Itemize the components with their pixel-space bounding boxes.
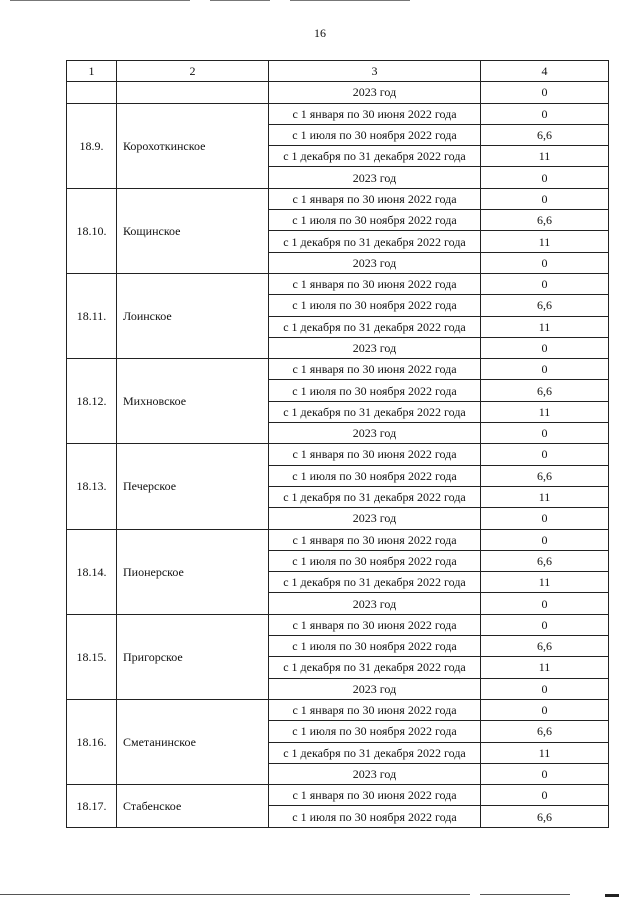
value-cell: 11: [481, 572, 609, 593]
period-cell: с 1 января по 30 июня 2022 года: [269, 529, 481, 550]
value-cell: 11: [481, 486, 609, 507]
page-number: 16: [314, 26, 326, 40]
header-cell: 4: [481, 61, 609, 82]
value-cell: 0: [481, 252, 609, 273]
period-cell: 2023 год: [269, 678, 481, 699]
row-number-cell: 18.9.: [67, 103, 117, 188]
value-cell: 6,6: [481, 295, 609, 316]
period-cell: с 1 декабря по 31 декабря 2022 года: [269, 572, 481, 593]
table-row: [67, 785, 609, 806]
value-cell: 0: [481, 678, 609, 699]
row-number-cell: 18.17.: [67, 785, 117, 828]
row-number-cell: 18.14.: [67, 529, 117, 614]
period-cell: с 1 января по 30 июня 2022 года: [269, 273, 481, 294]
value-cell: 0: [481, 359, 609, 380]
value-cell: 0: [481, 529, 609, 550]
period-cell: с 1 июля по 30 ноября 2022 года: [269, 550, 481, 571]
period-cell: 2023 год: [269, 82, 481, 103]
value-cell: 6,6: [481, 721, 609, 742]
settlement-name-cell: Пионерское: [117, 529, 269, 614]
settlement-name-cell: Лоинское: [117, 273, 269, 358]
value-cell: 0: [481, 593, 609, 614]
empty-cell: [117, 82, 269, 103]
value-cell: 11: [481, 742, 609, 763]
settlement-name-cell: Корохоткинское: [117, 103, 269, 188]
period-cell: с 1 декабря по 31 декабря 2022 года: [269, 401, 481, 422]
table-body: [67, 61, 609, 828]
period-cell: с 1 июля по 30 ноября 2022 года: [269, 210, 481, 231]
scan-edge-top: [0, 0, 640, 2]
value-cell: 11: [481, 657, 609, 678]
settlement-name-cell: Стабенское: [117, 785, 269, 828]
period-cell: с 1 января по 30 июня 2022 года: [269, 699, 481, 720]
value-cell: 0: [481, 614, 609, 635]
period-cell: с 1 декабря по 31 декабря 2022 года: [269, 146, 481, 167]
settlement-name-cell: Кощинское: [117, 188, 269, 273]
table-row: [67, 273, 609, 294]
settlement-name-cell: Печерское: [117, 444, 269, 529]
table-header-row: [67, 61, 609, 82]
value-cell: 6,6: [481, 124, 609, 145]
header-cell: 2: [117, 61, 269, 82]
settlement-name-cell: Михновское: [117, 359, 269, 444]
row-number-cell: 18.11.: [67, 273, 117, 358]
period-cell: с 1 декабря по 31 декабря 2022 года: [269, 316, 481, 337]
period-cell: с 1 декабря по 31 декабря 2022 года: [269, 657, 481, 678]
value-cell: 0: [481, 103, 609, 124]
period-cell: с 1 декабря по 31 декабря 2022 года: [269, 486, 481, 507]
table-row: [67, 82, 609, 103]
value-cell: 11: [481, 231, 609, 252]
period-cell: с 1 декабря по 31 декабря 2022 года: [269, 742, 481, 763]
period-cell: 2023 год: [269, 252, 481, 273]
period-cell: 2023 год: [269, 508, 481, 529]
table-row: [67, 444, 609, 465]
settlement-name-cell: Пригорское: [117, 614, 269, 699]
table-row: [67, 188, 609, 209]
value-cell: 0: [481, 82, 609, 103]
value-cell: 11: [481, 316, 609, 337]
period-cell: с 1 января по 30 июня 2022 года: [269, 614, 481, 635]
value-cell: 11: [481, 401, 609, 422]
value-cell: 6,6: [481, 210, 609, 231]
value-cell: 0: [481, 763, 609, 784]
scan-edge-bottom: [0, 894, 640, 897]
value-cell: 0: [481, 699, 609, 720]
period-cell: с 1 июля по 30 ноября 2022 года: [269, 124, 481, 145]
value-cell: 6,6: [481, 380, 609, 401]
value-cell: 0: [481, 508, 609, 529]
row-number-cell: 18.10.: [67, 188, 117, 273]
period-cell: с 1 июля по 30 ноября 2022 года: [269, 380, 481, 401]
value-cell: 0: [481, 444, 609, 465]
tariff-table: [66, 60, 609, 828]
period-cell: с 1 января по 30 июня 2022 года: [269, 444, 481, 465]
row-number-cell: 18.13.: [67, 444, 117, 529]
value-cell: 0: [481, 167, 609, 188]
value-cell: 6,6: [481, 636, 609, 657]
period-cell: 2023 год: [269, 593, 481, 614]
period-cell: 2023 год: [269, 423, 481, 444]
table-row: [67, 614, 609, 635]
row-number-cell: 18.16.: [67, 699, 117, 784]
value-cell: 0: [481, 188, 609, 209]
period-cell: с 1 июля по 30 ноября 2022 года: [269, 295, 481, 316]
period-cell: с 1 декабря по 31 декабря 2022 года: [269, 231, 481, 252]
value-cell: 11: [481, 146, 609, 167]
table-row: [67, 699, 609, 720]
period-cell: с 1 января по 30 июня 2022 года: [269, 188, 481, 209]
row-number-cell: 18.15.: [67, 614, 117, 699]
value-cell: 0: [481, 423, 609, 444]
period-cell: 2023 год: [269, 167, 481, 188]
period-cell: с 1 января по 30 июня 2022 года: [269, 103, 481, 124]
period-cell: с 1 января по 30 июня 2022 года: [269, 785, 481, 806]
row-number-cell: 18.12.: [67, 359, 117, 444]
table-row: [67, 103, 609, 124]
header-cell: 3: [269, 61, 481, 82]
header-cell: 1: [67, 61, 117, 82]
value-cell: 0: [481, 785, 609, 806]
value-cell: 6,6: [481, 550, 609, 571]
period-cell: с 1 июля по 30 ноября 2022 года: [269, 806, 481, 827]
period-cell: с 1 июля по 30 ноября 2022 года: [269, 721, 481, 742]
value-cell: 6,6: [481, 806, 609, 827]
period-cell: с 1 января по 30 июня 2022 года: [269, 359, 481, 380]
empty-cell: [67, 82, 117, 103]
settlement-name-cell: Сметанинское: [117, 699, 269, 784]
table-row: [67, 359, 609, 380]
period-cell: с 1 июля по 30 ноября 2022 года: [269, 636, 481, 657]
value-cell: 0: [481, 273, 609, 294]
value-cell: 0: [481, 337, 609, 358]
period-cell: 2023 год: [269, 763, 481, 784]
period-cell: с 1 июля по 30 ноября 2022 года: [269, 465, 481, 486]
period-cell: 2023 год: [269, 337, 481, 358]
table-row: [67, 529, 609, 550]
value-cell: 6,6: [481, 465, 609, 486]
